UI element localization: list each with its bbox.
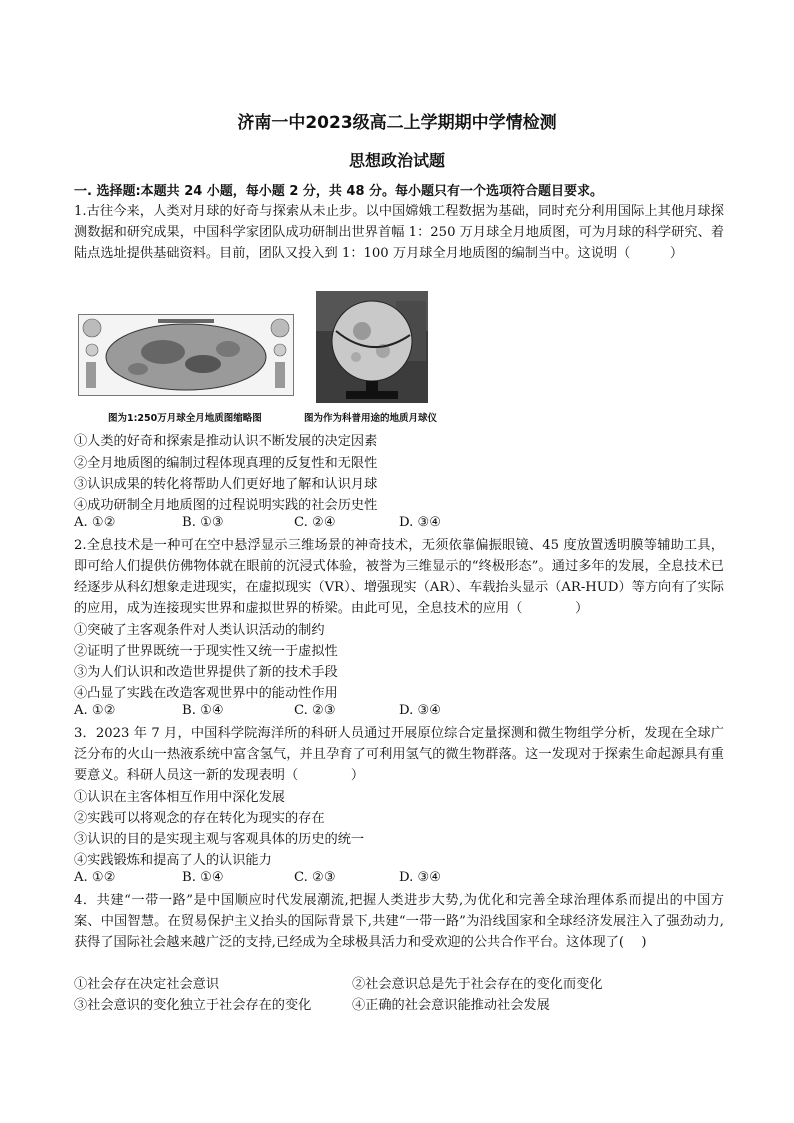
- lunar-globe-photo: [316, 291, 428, 403]
- exam-title: 济南一中2023级高二上学期期中学情检测: [237, 113, 557, 133]
- q1-choice-d[interactable]: D. ③④: [399, 515, 442, 530]
- q3-choice-d[interactable]: D. ③④: [399, 870, 442, 885]
- figure-1-caption: 图为1:250万月球全月地质图缩略图: [108, 413, 262, 424]
- question-4-stem: 4．共建“一带一路”是中国顺应时代发展潮流,把握人类进步大势,为优化和完善全球治理体系而提出的中国方案、中国智慧。在贸易保护主义抬头的国际背景下,共建“一带一路”为沿线国家和全球经济发展注入了强劲动力,获得了国际社会越来越广泛的支持,已经成为全球极具活力和受欢迎的公共合作平台。这体现了( ): [74, 893, 724, 950]
- q2-option-2: ②证明了世界既统一于现实性又统一于虚拟性: [74, 644, 338, 659]
- question-1-stem: 1.古往今来，人类对月球的好奇与探索从未止步。以中国嫦娥工程数据为基础，同时充分利用国际上其他月球探测数据和研究成果，中国科学家团队成功研制出世界首幅 1：250 万月球全月地质图，可为月球的科学研究、着陆点选址提供基础资料。目前，团队又投入到 1：100 万月球全月地质图的编制当中。这说明（ ）: [74, 204, 724, 261]
- figure-2-caption: 图为作为科普用途的地质月球仪: [304, 413, 438, 424]
- q3-choices: [74, 870, 441, 885]
- question-3-stem: 3．2023 年 7 月，中国科学院海洋所的科研人员通过开展原位综合定量探测和微生物组学分析，发现在全球广泛分布的火山一热液系统中富含氢气，并且孕育了可利用氢气的微生物群落。这一发现对于探索生命起源具有重要意义。科研人员这一新的发现表明（ ）: [74, 726, 724, 783]
- q3-choice-c[interactable]: C. ②③: [294, 870, 336, 885]
- q3-option-4: ④实践锻炼和提高了人的认识能力: [74, 853, 272, 868]
- q1-option-3: ③认识成果的转化将帮助人们更好地了解和认识月球: [74, 477, 378, 492]
- q3-choice-a[interactable]: A. ①②: [74, 870, 116, 885]
- q3-option-3: ③认识的目的是实现主观与客观具体的历史的统一: [74, 832, 365, 847]
- q1-choices: [74, 515, 441, 530]
- lunar-geologic-map-figure: [78, 314, 294, 396]
- q1-option-1: ①人类的好奇和探索是推动认识不断发展的决定因素: [74, 434, 378, 449]
- exam-subject-title: 思想政治试题: [348, 151, 445, 170]
- q2-choice-d[interactable]: D. ③④: [399, 703, 442, 718]
- q3-choice-b[interactable]: B. ①④: [182, 870, 224, 885]
- q4-option-4: ④正确的社会意识能推动社会发展: [352, 998, 550, 1013]
- q3-option-1: ①认识在主客体相互作用中深化发展: [74, 790, 285, 805]
- q1-option-2: ②全月地质图的编制过程体现真理的反复性和无限性: [74, 456, 378, 471]
- q1-choice-a[interactable]: A. ①②: [74, 515, 116, 530]
- q2-option-4: ④凸显了实践在改造客观世界中的能动性作用: [74, 686, 338, 701]
- q3-option-2: ②实践可以将观念的存在转化为现实的存在: [74, 811, 325, 826]
- question-2-stem: 2.全息技术是一种可在空中悬浮显示三维场景的神奇技术，无须依靠偏振眼镜、45 度放置透明膜等辅助工具，即可给人们提供仿佛物体就在眼前的沉浸式体验，被誉为三维显示的“终极形态”。通过多年的发展，全息技术已经逐步从科幻想象走进现实，在虚拟现实（VR）、增强现实（AR）、车载抬头显示（AR-HUD）等方向有了实际的应用，成为连接现实世界和虚拟世界的桥梁。由此可见，全息技术的应用（ ）: [74, 538, 724, 616]
- q1-choice-c[interactable]: C. ②④: [294, 515, 336, 530]
- q4-option-2: ②社会意识总是先于社会存在的变化而变化: [352, 977, 603, 992]
- q2-option-3: ③为人们认识和改造世界提供了新的技术手段: [74, 665, 338, 680]
- q2-choice-b[interactable]: B. ①④: [182, 703, 224, 718]
- q2-choice-c[interactable]: C. ②③: [294, 703, 336, 718]
- q2-option-1: ①突破了主客观条件对人类认识活动的制约: [74, 623, 325, 638]
- q1-option-4: ④成功研制全月地质图的过程说明实践的社会历史性: [74, 498, 378, 513]
- q2-choices: [74, 703, 441, 718]
- q4-option-1: ①社会存在决定社会意识: [74, 977, 220, 992]
- section-heading: 一. 选择题:本题共 24 小题，每小题 2 分，共 48 分。每小题只有一个选项符合题目要求。: [74, 184, 604, 199]
- q4-option-3: ③社会意识的变化独立于社会存在的变化: [74, 998, 312, 1013]
- q1-choice-b[interactable]: B. ①③: [182, 515, 224, 530]
- q2-choice-a[interactable]: A. ①②: [74, 703, 116, 718]
